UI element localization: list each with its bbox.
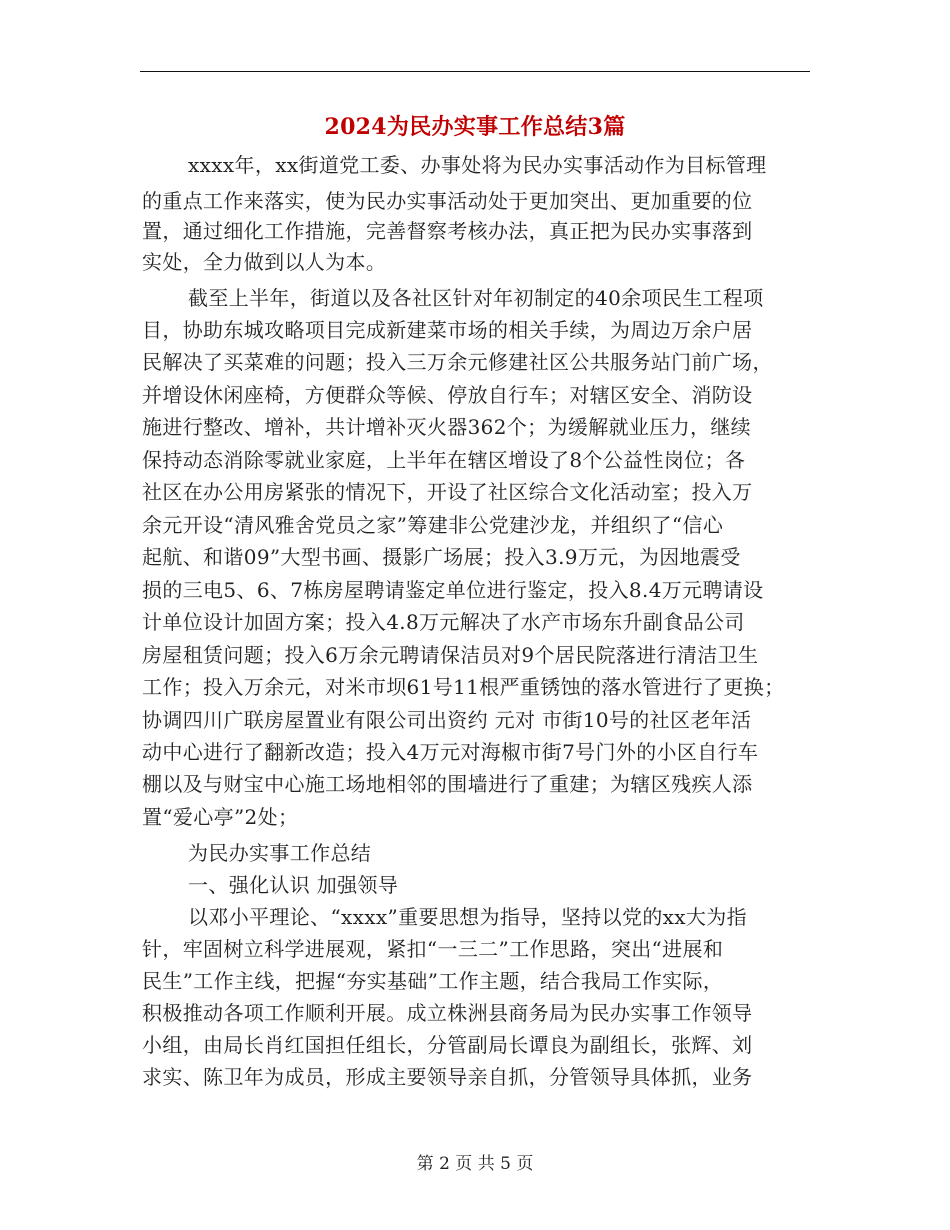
paragraph-2-line-11: 计单位设计加固方案；投入4.8万元解决了水产市场东升副食品公司 <box>142 610 745 634</box>
paragraph-2-line-10: 损的三电5、6、7栋房屋聘请鉴定单位进行鉴定，投入8.4万元聘请设 <box>142 578 764 602</box>
paragraph-2-line-6: 保持动态消除零就业家庭，上半年在辖区增设了8个公益性岗位；各 <box>142 448 746 472</box>
header-rule <box>140 71 810 72</box>
paragraph-3-line-2: 针，牢固树立科学进展观，紧扣“一三二”工作思路，突出“进展和 <box>142 937 724 961</box>
paragraph-3-line-1: 以邓小平理论、“xxxx”重要思想为指导，坚持以党的xx大为指 <box>188 905 747 929</box>
paragraph-2-line-16: 棚以及与财宝中心施工场地相邻的围墙进行了重建；为辖区残疾人添 <box>142 772 753 796</box>
paragraph-1-line-2: 的重点工作来落实，使为民办实事活动处于更加突出、更加重要的位 <box>142 189 753 213</box>
paragraph-2-line-3: 民解决了买菜难的问题；投入三万余元修建社区公共服务站门前广场， <box>142 350 773 374</box>
paragraph-2-line-8: 余元开设“清风雅舍党员之家”筹建非公党建沙龙，并组织了“信心 <box>142 513 724 537</box>
paragraph-2-line-5: 施进行整改、增补，共计增补灭火器362个；为缓解就业压力，继续 <box>142 415 752 439</box>
document-title: 2024为民办实事工作总结3篇 <box>324 114 626 140</box>
paragraph-2-line-4: 并增设休闲座椅，方便群众等候、停放自行车；对辖区安全、消防设 <box>142 383 753 407</box>
subsection-heading: 一、强化认识 加强领导 <box>188 873 399 897</box>
paragraph-1-line-1: xxxx年，xx街道党工委、办事处将为民办实事活动作为目标管理 <box>188 153 767 177</box>
paragraph-2-line-12: 房屋租赁问题；投入6万余元聘请保洁员对9个居民院落进行清洁卫生 <box>142 643 759 667</box>
paragraph-3-line-6: 求实、陈卫年为成员，形成主要领导亲自抓，分管领导具体抓，业务 <box>142 1065 753 1089</box>
paragraph-2-line-14: 协调四川广联房屋置业有限公司出资约 元对 市街10号的社区老年活 <box>142 708 752 732</box>
page-number-footer: 第 2 页 共 5 页 <box>416 1154 534 1174</box>
paragraph-3-line-4: 积极推动各项工作顺利开展。成立株洲县商务局为民办实事工作领导 <box>142 1001 753 1025</box>
paragraph-2-line-13: 工作；投入万余元，对米市坝61号11根严重锈蚀的落水管进行了更换； <box>142 675 785 699</box>
paragraph-2-line-9: 起航、和谐09”大型书画、摄影广场展；投入3.9万元，为因地震受 <box>142 545 741 569</box>
section-heading: 为民办实事工作总结 <box>188 841 372 865</box>
paragraph-2-line-15: 动中心进行了翻新改造；投入4万元对海椒市街7号门外的小区自行车 <box>142 740 759 764</box>
paragraph-1-line-4: 实处，全力做到以人为本。 <box>142 250 387 274</box>
paragraph-3-line-3: 民生”工作主线，把握“夯实基础”工作主题，结合我局工作实际， <box>142 969 724 993</box>
paragraph-2-line-1: 截至上半年，街道以及各社区针对年初制定的40余项民生工程项 <box>188 286 764 310</box>
paragraph-2-line-2: 目，协助东城攻略项目完成新建菜市场的相关手续，为周边万余户居 <box>142 318 753 342</box>
paragraph-3-line-5: 小组，由局长肖红国担任组长，分管副局长谭良为副组长，张辉、刘 <box>142 1033 753 1057</box>
paragraph-2-line-17: 置“爱心亭”2处； <box>142 805 299 829</box>
paragraph-1-line-3: 置，通过细化工作措施，完善督察考核办法，真正把为民办实事落到 <box>142 219 753 243</box>
paragraph-2-line-7: 社区在办公用房紧张的情况下，开设了社区综合文化活动室；投入万 <box>142 480 753 504</box>
